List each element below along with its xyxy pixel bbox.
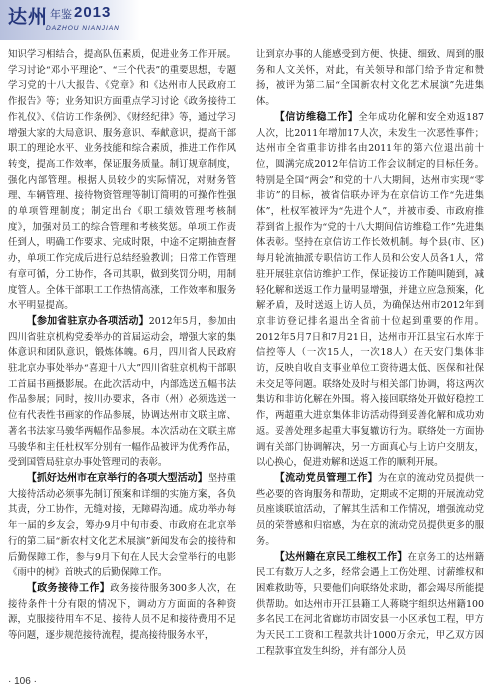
yearbook-logo-year: 2013 [74,4,112,21]
section-body: 全年成功化解和安全劝返187人次，比2011年增加17人次，未发生一次恶性事件；达州市全省重非访排名由2011年的第六位退出前十位，圆满完成2012年信访工作会议制定的目标任务。特别是全国“两会”和党的十八大期间，达州市实现“零非访”的目标，被省信联办评为在京信访工作“先进集体”，杜权军被评为“先进个人”，并被市委、市政府推荐到省上报作为“党的十八大期间信访维稳工作”先进集体表彰。坚持在京信访工作长效机制。每个县(市、区)每月轮流抽派专职信访工作人员和公安人员各1人，常驻开展驻京信访维护工作，保证接访工作随叫随到，减轻化解和送返工作力量明显增强，并建立应急预案，化解矛盾，及时送返上访人员，为确保达州市2012年到京非访登记排名退出全省前十位起到重要的作用。2012年5月7日和7月21日，达州市开江县宝石水库于信控等人（一次15人，一次18人）在天安门集体非访，反映自收自支事业单位工资待遇太低、医保和社保未交足等问题。联络处及时与相关部门协调，将这两次集访和非访化解在外围。将入接回联络处开做好稳控工作，两超重大进京集体非访活动得到妥善化解和成功劝返。妥善处理多起重大事复辙访行为。联络处一方面协调有关部门协调解决，另一方面真心与上访户交朋友，以心换心，促进劝解和送返工作的顺利开展。 [256,111,485,469]
section-reception [8,581,236,644]
page-header [0,0,489,40]
section-title: 【参加省驻京办各项活动】 [26,315,149,327]
section-title: 【抓好达州市在京举行的各项大型活动】 [26,472,208,484]
section-title: 【达州籍在京民工维权工作】 [274,551,408,563]
section-body: 2012年5月，参加由四川省驻京机构党委举办的首届运动会，增强大家的集体意识和团队意识，锻炼体魄。6月，四川省人民政府驻北京办事处举办“喜迎十八大”四川省驻京机构干部职工首届书画摄影展。在此次活动中，内部选送五幅书法作品参展；同时，按川办要求，各市（州）必须选送一位有代表性书画家的作品参展，协调达州市文联主席、著名书法家马骏华两幅作品参展。本次活动在文联主席马骏华和主任杜权军分别有一幅作品被评为优秀作品，受到国管局驻京办事处管理司的表彰。 [8,315,237,469]
yearbook-logo-subtitle: 年鉴 [50,8,72,21]
paragraph-continuation: 知识学习相结合，提高队伍素质，促进业务工作开展。学习讨论“邓小平理论”、“三个代表”的重要思想，专题学习党的十八大报告、《党章》和《达州市人民政府工作报告》等；业务知识方面重点学习讨论《政务接待工作礼仪》、《信访工作条例》、《财经纪律》等，通过学习增强大家的大局意识、服务意识、奉献意识，提高干部职工的理论水平、业务技能和综合素质，推进工作作风转变，提高工作效率，保证服务质量。制订规章制度，强化内部管理。根据人员较少的实际情况，对财务管理、车辆管理、接待物资管理等制订简明的可操作性强的单项管理制度；制定出台《职工绩效管理考核制度》，加强对员工的综合管理和考核奖惩。单项工作责任到人，明确工作要求、完成时限，中途不定期抽查督办，单项工作完成后进行总结经验教训；日常工作管理有章可循，分工协作，各司其职，做到奖罚分明，用制度管人。全体干部职工工作热情高涨，工作效率和服务水平明显提高。 [8,49,236,312]
page-number: · 106 · [8,676,37,687]
yearbook-logo-english: DAZHOU NIANJIAN [46,25,120,32]
section-activities [8,314,236,471]
section-body: 在京务工的达州籍民工有数万人之多，经常会遇上工伤处理、讨薪维权和困难救助等，只要他们向联络处求助，都会竭尽所能提供帮助。如达州市开江县籍工人蒋晓宇组织达州籍100多名民工在河北省廊坊市固安县一小区承包工程，甲方为天民工工资和工程款共计1000万余元，甲乙双方因工程款事宜发生纠纷，并有部分人员 [256,551,484,657]
section-petition [256,110,484,471]
section-body: 坚持重大接待活动必须事先制订预案和详细的实施方案，各负其责，分工协作，无缝对接，无障碍沟通。成功举办每年一届的乡友会，筹办9月中旬市委、市政府在北京举行的第二届“新农村文化艺术展演”新闻发布会的接待和后勤保障工作，参与9月下旬在人民大会堂举行的电影《雨中的树》首映式的后勤保障工作。 [8,472,236,579]
section-title: 【流动党员管理工作】 [274,472,378,484]
left-column [8,47,236,644]
section-events [8,471,236,581]
section-title: 【政务接待工作】 [26,582,111,594]
section-migrant-workers [256,550,484,660]
yearbook-logo-title: 达州 [8,6,49,28]
section-title: 【信访维稳工作】 [274,111,359,123]
section-body: 政务接待服务300多人次，在接待条件十分有限的情况下，调动方方面面的各种资源，克服接待用车不足、接待人员不足和接待费用不足等问题，逐步规范接待流程，提高接待服务水平， [8,582,237,642]
section-party-members [256,471,484,550]
section-body: 为在京的流动党员提供一些必要的咨询服务和帮助，定期或不定期的开展流动党员座谈联谊活动，了解其生活和工作情况，增强流动党员的荣誉感和归宿感，为在京的流动党员提供更多的服务。 [256,472,484,547]
right-column [256,47,484,659]
paragraph-continuation: 让到京办事的人能感受到方便、快捷、细致、周到的服务和人文关怀，对此，有关领导和部门给予肯定和赞扬，被评为第二届“全国新农村文化艺术展演”先进集体。 [256,49,484,108]
